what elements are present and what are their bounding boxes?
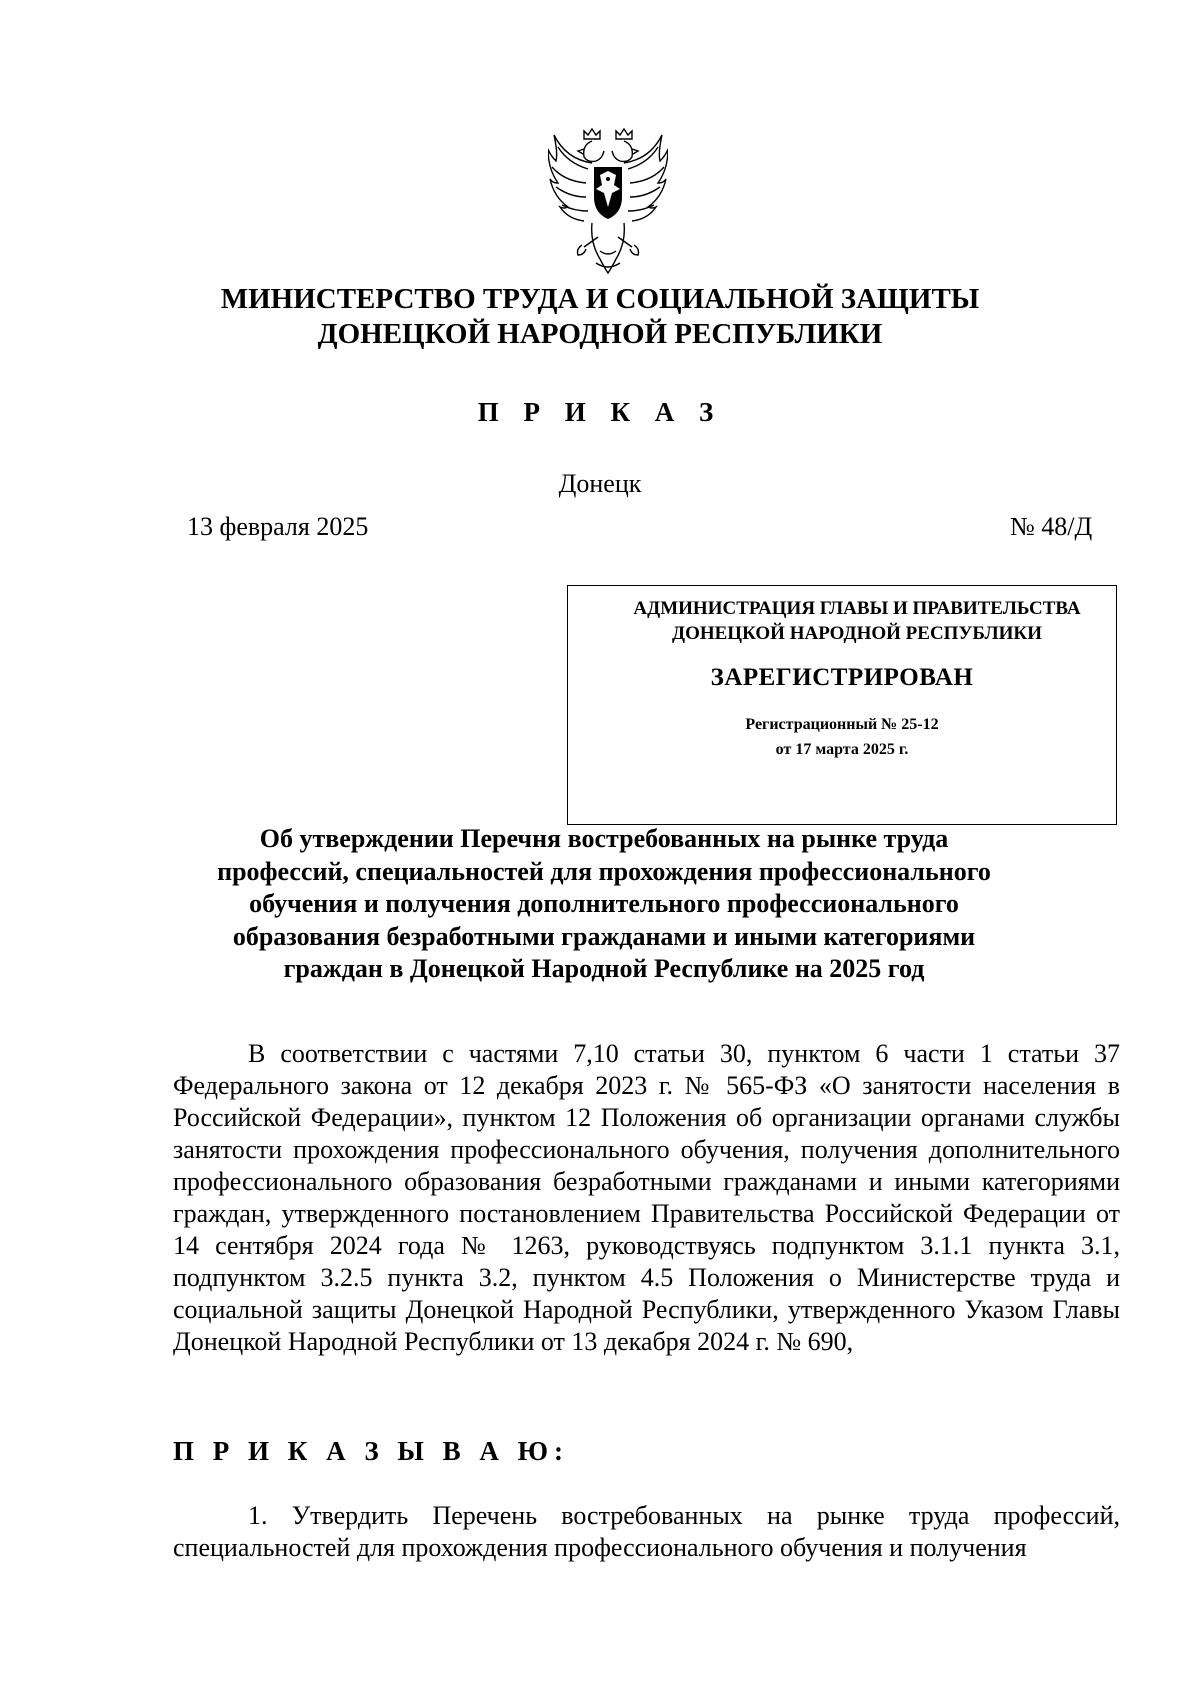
order-point-1-text: 1. Утвердить Перечень востребованных на рынке труда профессий, специальностей для прохождения профессионального обучения и получения (173, 1501, 1120, 1562)
stamp-reg-date: от 17 марта 2025 г. (775, 741, 909, 758)
order-point-1 (173, 1500, 1120, 1564)
ministry-name-line2: ДОНЕЦКОЙ НАРОДНОЙ РЕСПУБЛИКИ (317, 318, 883, 350)
stamp-organization (568, 596, 1116, 646)
stamp-org-line1: АДМИНИСТРАЦИЯ ГЛАВЫ И ПРАВИТЕЛЬСТВА (633, 598, 1081, 619)
subject-line: образования безработными гражданами и иными категориями (232, 921, 976, 951)
document-subject (0, 823, 1200, 986)
document-type: П Р И К А З (477, 397, 723, 427)
stamp-reg-number: Регистрационный № 25-12 (745, 716, 939, 733)
preamble-paragraph (173, 1038, 1120, 1358)
document-number: № 48/Д (1010, 512, 1093, 541)
document-city: Донецк (558, 469, 642, 498)
preamble-text: В соответствии с частями 7,10 статьи 30, пунктом 6 части 1 статьи 37 Федерального закона от 12 декабря 2023 г. № 565-ФЗ «О занятости населения в Российской Федерации», пунктом 12 Положения об организации органами службы занятости прохождения профессионального обучения, получения дополнительного профессионального образования безработными гражданами и иными категориями граждан, утвержденного постановлением Правительства Российской Федерации от 14 сентября 2024 года № 1263, руководствуясь подпунктом 3.1.1 пункта 3.1, подпунктом 3.2.5 пункта 3.2, пунктом 4.5 Положения о Министерстве труда и социальной защиты Донецкой Народной Республики, утвержденного Указом Главы Донецкой Народной Республики от 13 декабря 2024 г. № 690, (173, 1039, 1120, 1356)
decree-heading: П Р И К А З Ы В А Ю: (173, 1436, 569, 1466)
stamp-org-line2: ДОНЕЦКОЙ НАРОДНОЙ РЕСПУБЛИКИ (672, 623, 1042, 644)
subject-line: обучения и получения дополнительного профессионального (249, 889, 959, 918)
stamp-status: ЗАРЕГИСТРИРОВАН (710, 664, 974, 691)
stamp-registration (568, 712, 1116, 762)
subject-line: Об утверждении Перечня востребованных на рынке труда (259, 824, 949, 853)
document-date: 13 февраля 2025 (187, 512, 369, 541)
ministry-name-line1: МИНИСТЕРСТВО ТРУДА И СОЦИАЛЬНОЙ ЗАЩИТЫ (220, 283, 980, 315)
double-headed-eagle-emblem (548, 127, 668, 279)
subject-line: граждан в Донецкой Народной Республике на 2025 год (283, 954, 925, 983)
registration-stamp (567, 585, 1117, 825)
subject-line: профессий, специальностей для прохождения профессионального (217, 856, 991, 886)
ministry-name (0, 282, 1200, 352)
